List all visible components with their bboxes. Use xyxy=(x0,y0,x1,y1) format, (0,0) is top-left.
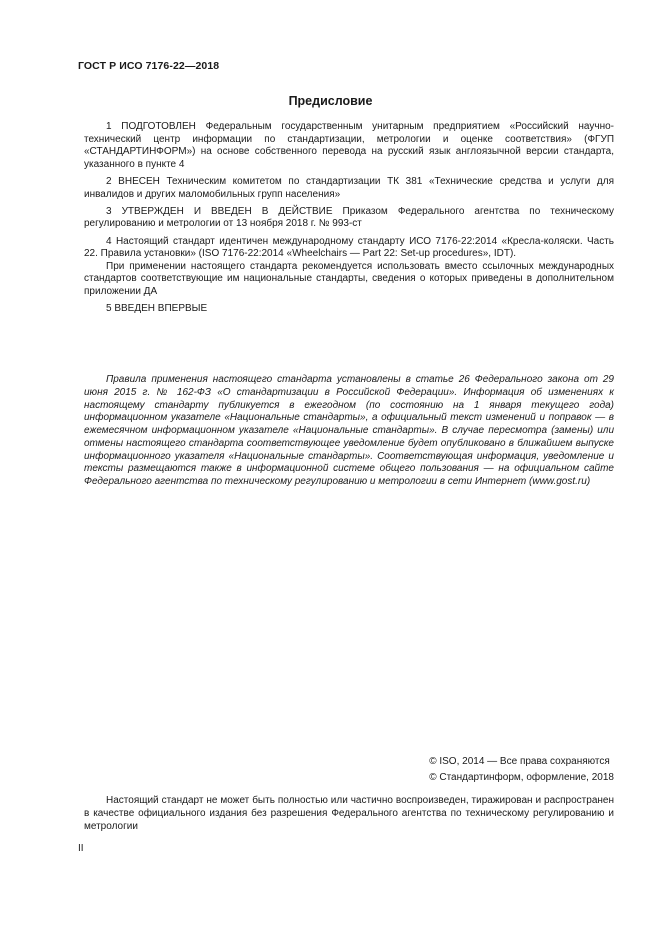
preface-item-3: 3 УТВЕРЖДЕН И ВВЕДЕН В ДЕЙСТВИЕ Приказом Федерального агентства по техническому регулированию и метрологии от 13 ноября 2018 г. № 993-ст xyxy=(84,205,614,230)
copyright-block xyxy=(429,754,614,785)
reproduction-notice: Настоящий стандарт не может быть полностью или частично воспроизведен, тиражирован и распространен в качестве официального издания без разрешения Федерального агентства по техническому регулированию и метрологии xyxy=(84,795,614,832)
page-number: II xyxy=(78,843,84,854)
preface-items xyxy=(84,121,614,320)
preface-item-5: 5 ВВЕДЕН ВПЕРВЫЕ xyxy=(106,303,208,315)
preface-item-2: 2 ВНЕСЕН Техническим комитетом по стандартизации ТК 381 «Технические средства и услуги для инвалидов и других маломобильных групп населения» xyxy=(84,175,614,200)
preface-item-4: 4 Настоящий стандарт идентичен международному стандарту ИСО 7176-22:2014 «Кресла-коляски. Часть 22. Правила установки» (ISO 7176-22:2014 «Wheelchairs — Part 22: Set-up procedures», IDT). xyxy=(84,235,614,260)
standard-identifier: ГОСТ Р ИСО 7176-22—2018 xyxy=(78,60,220,72)
copyright-standartinform: © Стандартинформ, оформление, 2018 xyxy=(429,771,614,783)
application-rules-notice: Правила применения настоящего стандарта установлены в статье 26 Федерального закона от 29 июня 2015 г. № 162-ФЗ «О стандартизации в Российской Федерации». Информация об изменениях к настоящему стандарту публикуется в ежегодном (по состоянию на 1 января текущего года) информационном указателе «Национальные стандарты», а официальный текст изменений и поправок — в ежемесячном информационном указателе «Национальные стандарты». В случае пересмотра (замены) или отмены настоящего стандарта соответствующее уведомление будет опубликовано в ближайшем выпуске информационного указателя «Национальные стандарты». Соответствующая информация, уведомление и тексты размещаются также в информационной системе общего пользования — на официальном сайте Федерального агентства по техническому регулированию и метрологии в сети Интернет (www.gost.ru) xyxy=(84,374,614,487)
preface-title: Предисловие xyxy=(288,94,373,108)
copyright-iso: © ISO, 2014 — Все права сохраняются xyxy=(429,756,610,767)
preface-item-4-note: При применении настоящего стандарта рекомендуется использовать вместо ссылочных международных стандартов соответствующие им национальные стандарты, сведения о которых приведены в дополнительном приложении ДА xyxy=(84,260,614,297)
preface-item-1: 1 ПОДГОТОВЛЕН Федеральным государственным унитарным предприятием «Российский научно-технический центр информации по стандартизации, метрологии и оценке соответствия» (ФГУП «СТАНДАРТИНФОРМ») на основе собственного перевода на русский язык англоязычной версии стандарта, указанного в пункте 4 xyxy=(84,121,614,170)
